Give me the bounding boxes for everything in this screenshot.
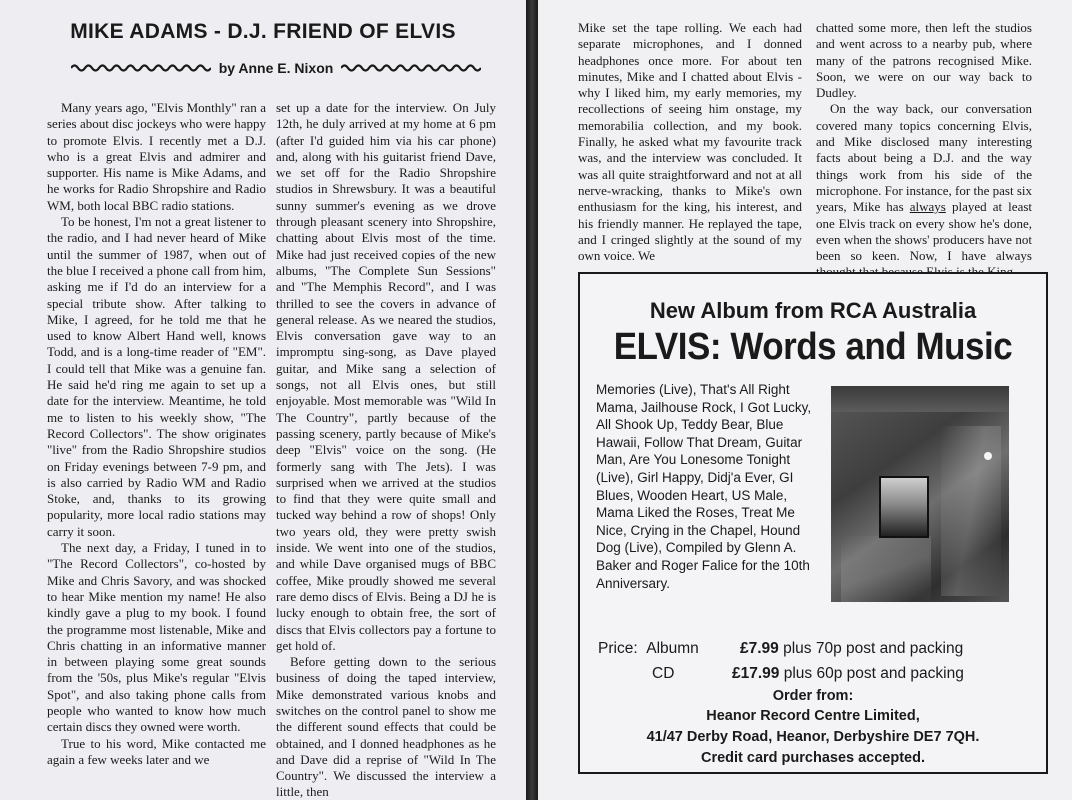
decorative-squiggle-right — [341, 63, 481, 73]
page-spine — [526, 0, 538, 800]
paragraph: The next day, a Friday, I tuned in to "The Record Collectors", co-hosted by Mike and Chris Savory, and was shocked to hear Mike mention my name! He also kindly gave a plug to my book. I found the programme most listenable, Mike and Chris chatting in an informative manner in between playing some great sounds from the '50s, plus Mike's regular "Elvis Spot", and also taking phone calls from people who wanted to know how much certain discs they owned were worth. — [47, 540, 266, 735]
paragraph: Many years ago, "Elvis Monthly" ran a series about disc jockeys who were happy to promote Elvis. I recently met a D.J. who is a great Elvis and admirer and supporter. His name is Mike Adams, and he works for Radio Shropshire and Radio WM, both local BBC radio stations. — [47, 100, 266, 213]
advert-album-title: ELVIS: Words and Music — [613, 326, 1013, 368]
article-column-1 — [47, 100, 266, 768]
price-cd — [732, 665, 964, 683]
album-cover-photo — [831, 386, 1009, 602]
article-column-2 — [276, 100, 496, 800]
paragraph: Before getting down to the serious business of doing the taped interview, Mike demonstrated various knobs and switches on the control panel to show me the different sound effects that could be obtained, and I donned headphones as he and Dave did a reprise of "Wild In The Country". We discussed the interview a little, then — [276, 654, 496, 800]
album-advert — [578, 272, 1048, 774]
advert-track-list: Memories (Live), That's All Right Mama, Jailhouse Rock, I Got Lucky, All Shook Up, Teddy Bear, Blue Hawaii, Follow That Dream, Guitar Man, Are You Lonesome Tonight (Live), Girl Happy, Didj'a Ever, GI Blues, Wooden Heart, US Male, Mama Liked the Roses, Treat Me Nice, Crying in the Chapel, Hound Dog (Live), Compiled by Glenn A. Baker and Roger Falice for the 10th Anniversary. — [596, 382, 812, 591]
price-album — [740, 640, 963, 658]
jacket-highlight — [941, 426, 1001, 596]
article-column-3 — [578, 20, 802, 264]
paragraph: True to his word, Mike contacted me again a few weeks later and we — [47, 735, 266, 767]
cover-detail — [984, 452, 992, 460]
underlined-word: always — [909, 199, 946, 215]
jacket-highlight — [841, 536, 931, 602]
paragraph: To be honest, I'm not a great listener to the radio, and I had never heard of Mike until the summer of 1987, when out of the blue I received a phone call from him, asking me if I'd do an interview for a special tribute show. After talking to Mike, I agreed, for he told me that he used to know Albert Hand well, knows Todd, and is a long-time reader of "EM". I could tell that Mike was a genuine fan. He said he'd ring me again to set up a date for the interview. Meantime, he told me to listen to his weekly show, "The Record Collectors". The show originates "live" from the Radio Shropshire studios on Friday evenings between 7-9 pm, and is also carried by Radio WM and Radio Stoke, and, thanks to its growing popularity, more local radio stations may carry it soon. — [47, 214, 266, 539]
paragraph: Mike set the tape rolling. We each had separate microphones, and I donned headphones once more. For about ten minutes, Mike and I chatted about Elvis - why I liked him, my early memories, my recollections of seeing him onstage, my memorabilia collection, and my book. Finally, he asked what my favourite track was, and the interview was concluded. It was all quite straightforward and not at all nerve-wracking, thanks to Mike's own enthusiasm for the king, his interest, and his friendly manner. He replayed the tape, and I cringed slightly at the sound of my own voice. We — [578, 20, 802, 264]
advert-headline: New Album from RCA Australia — [649, 298, 977, 323]
order-from-label: Order from: — [772, 688, 854, 704]
album-price-postage: plus 70p post and packing — [783, 640, 964, 657]
shop-name: Heanor Record Centre Limited, — [706, 708, 920, 724]
right-page — [538, 0, 1072, 800]
album-format-label: Albumn — [646, 640, 699, 657]
paragraph: chatted some more, then left the studios and went across to a nearby pub, where many of the patrons recognised Mike. Soon, we were on our way back to Dudley. — [816, 20, 1032, 101]
byline-row — [46, 60, 506, 76]
article-title: MIKE ADAMS - D.J. FRIEND OF ELVIS — [70, 20, 456, 43]
article-byline: by Anne E. Nixon — [218, 60, 334, 76]
elvis-portrait-inset — [879, 476, 929, 538]
left-page — [0, 0, 526, 800]
cd-price-postage: plus 60p post and packing — [783, 665, 964, 682]
cd-format-label: CD — [652, 665, 675, 682]
album-price-value: £7.99 — [740, 640, 779, 657]
credit-card-note: Credit card purchases accepted. — [700, 750, 926, 766]
price-row-album — [598, 640, 699, 658]
decorative-squiggle-left — [71, 63, 211, 73]
text-run: On the way back, our conversation covered many topics concerning Elvis, and Mike disclosed many interesting facts about being a D.J. and the way things work from his side of the microphone. For instance, for the past six years, Mike has — [816, 101, 1032, 215]
cover-top-band — [831, 386, 1009, 412]
price-label: Price: — [598, 640, 638, 657]
paragraph: set up a date for the interview. On July 12th, he duly arrived at my home at 6 pm (after I'd guided him via his car phone) and, along with his guitarist friend Dave, we set off for the Radio Shropshire studios in Shrewsbury. It was a beautiful sunny summer's evening as we drove through pleasant scenery into Shropshire, chatting about Elvis most of the time. Mike had just received copies of the new albums, "The Complete Sun Sessions" and "The Memphis Record", and I was thrilled to see the covers in advance of general release. As we neared the studios, Elvis conversation gave way to an impromptu sing-song, as Dave played guitar, and Mike sang a selection of songs, not all Elvis ones, but still enjoyable. Most memorable was "Wild In The Country", partly because of the passing scenery, partly because of Mike's deep "Elvis" voice on the song. (He formerly sang with The Jets). I was surprised when we arrived at the studios to find that they were quite small and tucked way behind a row of shops! Only two years old, they were pretty swish inside. We went into one of the studios, and while Dave organised mugs of BBC coffee, Mike proudly showed me several rare demo discs of Elvis. Being a DJ he is lucky enough to obtain free, the sort of discs that Elvis collectors pay a fortune to get hold of. — [276, 100, 496, 653]
text-run: played at least one Elvis track on every show he's done, even when the shows' producers have not been so keen. Now, I have always — [816, 199, 1033, 264]
cd-price-value: £17.99 — [732, 665, 780, 682]
paragraph — [816, 101, 1032, 280]
article-column-4 — [816, 20, 1032, 281]
shop-address: 41/47 Derby Road, Heanor, Derbyshire DE7 7QH. — [646, 729, 980, 745]
